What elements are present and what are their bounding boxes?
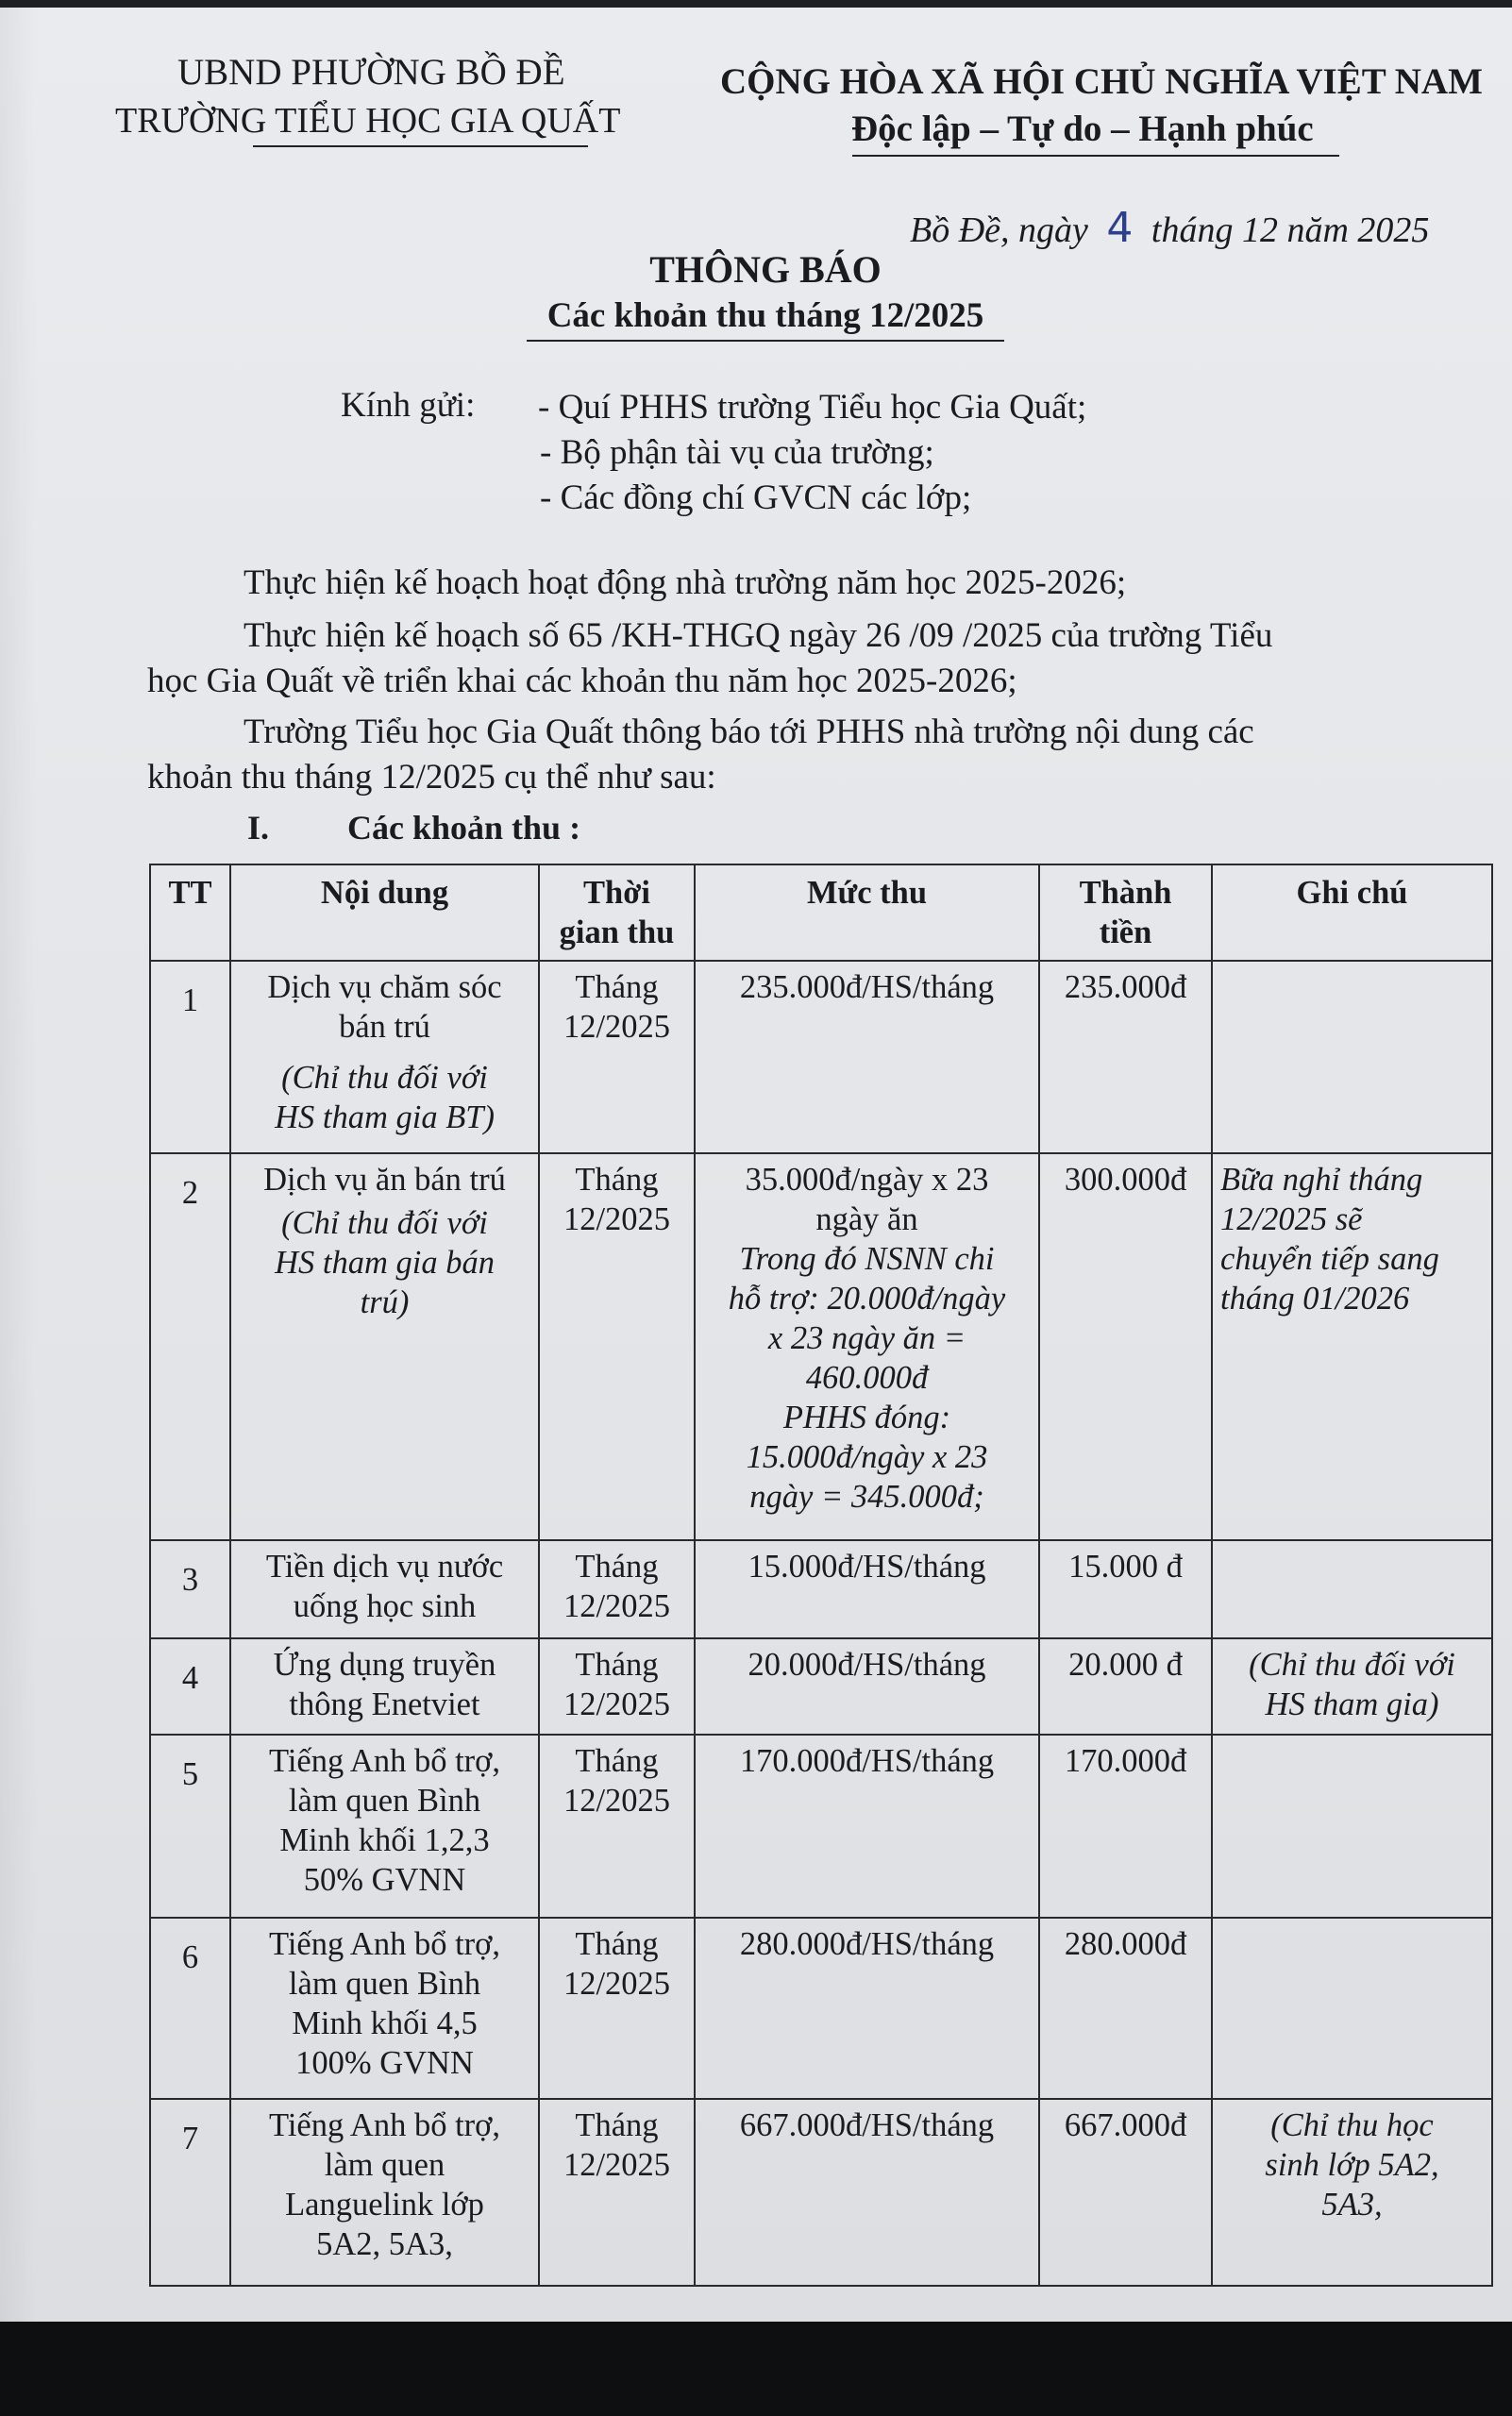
rate-line: 235.000đ/HS/tháng	[739, 969, 995, 1005]
note-line: chuyển tiếp sang	[1220, 1241, 1439, 1277]
rate-detail-line: ngày = 345.000đ;	[749, 1479, 984, 1515]
motto: Độc lập – Tự do – Hạnh phúc	[851, 109, 1314, 149]
paragraph-plan: Thực hiện kế hoạch hoạt động nhà trường năm học 2025-2026;	[244, 563, 1127, 602]
content-line: thông Enetviet	[289, 1686, 480, 1722]
cell-rate	[695, 961, 1039, 1153]
notice-subtitle: Các khoản thu tháng 12/2025	[546, 296, 984, 335]
notice-title: THÔNG BÁO	[649, 248, 882, 291]
cell-note	[1212, 1918, 1492, 2099]
amount-value: 280.000đ	[1064, 1926, 1187, 1962]
section-title: Các khoản thu :	[347, 809, 581, 847]
content-line: Tiếng Anh bổ trợ,	[268, 1743, 501, 1779]
desk-background	[0, 2322, 1512, 2416]
table-row	[150, 1918, 1492, 2099]
time-line: 12/2025	[563, 1201, 671, 1237]
note-line: 12/2025 sẽ	[1220, 1201, 1363, 1237]
content-note-line: (Chỉ thu đối với	[281, 1205, 488, 1241]
content-line: Languelink lớp	[285, 2187, 484, 2223]
cell-content	[230, 1918, 539, 2099]
row-number: 2	[181, 1175, 199, 1211]
rate-line: ngày ăn	[815, 1201, 918, 1237]
note-line: (Chỉ thu đối với	[1249, 1647, 1455, 1683]
note-line: 5A3,	[1321, 2187, 1383, 2223]
rate-detail-line: x 23 ngày ăn =	[767, 1320, 966, 1356]
time-line: 12/2025	[563, 1686, 671, 1722]
time-line: Tháng	[575, 969, 659, 1005]
amount-value: 20.000 đ	[1068, 1647, 1183, 1683]
time-line: 12/2025	[563, 1588, 671, 1624]
cell-content	[230, 1735, 539, 1918]
header-tt: TT	[150, 864, 230, 961]
cell-tt	[150, 1735, 230, 1918]
row-number: 3	[181, 1562, 199, 1598]
spacer	[239, 1047, 530, 1058]
page-edge-shadow	[0, 8, 38, 2329]
content-line: bán trú	[339, 1009, 430, 1045]
date-suffix: tháng 12 năm 2025	[1151, 210, 1430, 250]
header-content: Nội dung	[230, 864, 539, 961]
content-line: Dịch vụ chăm sóc	[267, 969, 502, 1005]
note-line: HS tham gia)	[1265, 1686, 1439, 1722]
cell-time	[539, 1735, 695, 1918]
content-line: Tiền dịch vụ nước	[265, 1549, 504, 1585]
header-note: Ghi chú	[1212, 864, 1492, 961]
header-time-line: gian thu	[559, 914, 675, 950]
cell-note	[1212, 1540, 1492, 1638]
row-number: 1	[181, 982, 199, 1018]
recipient-item: - Bộ phận tài vụ của trường;	[540, 433, 934, 472]
cell-tt	[150, 1153, 230, 1540]
header-amount	[1039, 864, 1212, 961]
note-line: tháng 01/2026	[1220, 1281, 1410, 1317]
recipient-item: - Các đồng chí GVCN các lớp;	[540, 478, 972, 517]
time-line: Tháng	[575, 1549, 659, 1585]
cell-note	[1212, 1638, 1492, 1735]
header-amount-line: Thành	[1079, 875, 1172, 911]
content-line: uống học sinh	[293, 1588, 477, 1624]
time-line: 12/2025	[563, 1783, 671, 1819]
cell-content	[230, 1638, 539, 1735]
school-name-underline	[253, 145, 588, 147]
recipient-item: - Quí PHHS trường Tiểu học Gia Quất;	[538, 388, 1087, 427]
cell-amount	[1039, 1153, 1212, 1540]
date-prefix: Bồ Đề, ngày	[910, 210, 1088, 250]
amount-value: 235.000đ	[1064, 969, 1187, 1005]
cell-amount	[1039, 1918, 1212, 2099]
school-name: TRƯỜNG TIỂU HỌC GIA QUẤT	[115, 101, 621, 141]
table-row	[150, 1153, 1492, 1540]
cell-time	[539, 1153, 695, 1540]
section-number: I.	[247, 809, 270, 847]
ward-name: UBND PHƯỜNG BỒ ĐỀ	[177, 52, 565, 92]
cell-note	[1212, 2099, 1492, 2286]
note-line: sinh lớp 5A2,	[1265, 2147, 1439, 2183]
rate-detail-line: 460.000đ	[805, 1360, 929, 1396]
content-line: Tiếng Anh bổ trợ,	[268, 2107, 501, 2143]
cell-content	[230, 961, 539, 1153]
time-line: 12/2025	[563, 1009, 671, 1045]
amount-value: 667.000đ	[1064, 2107, 1187, 2143]
row-number: 4	[181, 1660, 199, 1696]
content-line: làm quen Bình	[288, 1783, 481, 1819]
rate-line: 667.000đ/HS/tháng	[739, 2107, 995, 2143]
row-number: 6	[181, 1939, 199, 1975]
time-line: 12/2025	[563, 2147, 671, 2183]
cell-note	[1212, 961, 1492, 1153]
amount-value: 170.000đ	[1064, 1743, 1187, 1779]
rate-detail-line: Trong đó NSNN chi	[739, 1241, 995, 1277]
cell-tt	[150, 1638, 230, 1735]
time-line: 12/2025	[563, 1966, 671, 2002]
table-row	[150, 1638, 1492, 1735]
paragraph-notice-line2: khoản thu tháng 12/2025 cụ thể như sau:	[147, 758, 716, 797]
content-note-line: (Chỉ thu đối với	[281, 1060, 488, 1096]
cell-amount	[1039, 2099, 1212, 2286]
fee-table	[149, 864, 1493, 2287]
content-note-line: HS tham gia BT)	[275, 1099, 495, 1135]
cell-note	[1212, 1735, 1492, 1918]
rate-line: 170.000đ/HS/tháng	[739, 1743, 995, 1779]
amount-value: 300.000đ	[1064, 1162, 1187, 1198]
cell-tt	[150, 961, 230, 1153]
cell-rate	[695, 1638, 1039, 1735]
note-line: (Chỉ thu học	[1270, 2107, 1434, 2143]
header-amount-line: tiền	[1099, 914, 1152, 950]
table-row	[150, 2099, 1492, 2286]
rate-detail-line: hỗ trợ: 20.000đ/ngày	[728, 1281, 1006, 1317]
content-line: 5A2, 5A3,	[316, 2226, 453, 2262]
cell-time	[539, 1638, 695, 1735]
content-line: làm quen Bình	[288, 1966, 481, 2002]
cell-content	[230, 1153, 539, 1540]
rate-detail-line: 15.000đ/ngày x 23	[746, 1439, 988, 1475]
cell-time	[539, 1540, 695, 1638]
date-day-handwritten: 4	[1106, 204, 1134, 252]
row-number: 7	[181, 2121, 199, 2156]
cell-time	[539, 961, 695, 1153]
content-note-line: HS tham gia bán	[275, 1245, 495, 1281]
rate-line: 20.000đ/HS/tháng	[748, 1647, 986, 1683]
content-line: làm quen	[324, 2147, 445, 2183]
row-number: 5	[181, 1756, 199, 1792]
cell-rate	[695, 1153, 1039, 1540]
cell-rate	[695, 2099, 1039, 2286]
time-line: Tháng	[575, 1926, 659, 1962]
paragraph-decision-line2: học Gia Quất về triển khai các khoản thu năm học 2025-2026;	[147, 662, 1017, 700]
cell-time	[539, 1918, 695, 2099]
content-line: Ứng dụng truyền	[273, 1647, 496, 1683]
cell-amount	[1039, 1638, 1212, 1735]
cell-amount	[1039, 961, 1212, 1153]
cell-rate	[695, 1540, 1039, 1638]
content-line: 100% GVNN	[295, 2045, 474, 2081]
cell-rate	[695, 1918, 1039, 2099]
cell-content	[230, 2099, 539, 2286]
header-time	[539, 864, 695, 961]
cell-content	[230, 1540, 539, 1638]
rate-line: 35.000đ/ngày x 23	[745, 1162, 989, 1198]
cell-time	[539, 2099, 695, 2286]
paragraph-notice-line1: Trường Tiểu học Gia Quất thông báo tới PHHS nhà trường nội dung các	[244, 713, 1254, 751]
content-line: 50% GVNN	[303, 1862, 466, 1898]
cell-tt	[150, 2099, 230, 2286]
cell-note	[1212, 1153, 1492, 1540]
recipients-label: Kính gửi:	[341, 386, 476, 425]
rate-detail-line: PHHS đóng:	[782, 1400, 951, 1435]
rate-line: 15.000đ/HS/tháng	[748, 1549, 986, 1585]
cell-rate	[695, 1735, 1039, 1918]
table-row	[150, 961, 1492, 1153]
table-header-row	[150, 864, 1492, 961]
note-line: Bữa nghỉ tháng	[1220, 1162, 1423, 1198]
content-note-line: trú)	[360, 1284, 410, 1320]
document-page	[0, 8, 1512, 2329]
cell-tt	[150, 1540, 230, 1638]
cell-amount	[1039, 1540, 1212, 1638]
rate-line: 280.000đ/HS/tháng	[739, 1926, 995, 1962]
header-rate: Mức thu	[695, 864, 1039, 961]
amount-value: 15.000 đ	[1068, 1549, 1183, 1585]
motto-underline	[852, 155, 1339, 157]
header-time-line: Thời	[583, 875, 650, 911]
cell-tt	[150, 1918, 230, 2099]
cell-amount	[1039, 1735, 1212, 1918]
content-line: Minh khối 1,2,3	[279, 1822, 490, 1858]
time-line: Tháng	[575, 1647, 659, 1683]
time-line: Tháng	[575, 1743, 659, 1779]
time-line: Tháng	[575, 2107, 659, 2143]
date-line	[910, 204, 1429, 252]
paragraph-decision-line1: Thực hiện kế hoạch số 65 /KH-THGQ ngày 26 /09 /2025 của trường Tiểu	[244, 616, 1273, 655]
table-row	[150, 1735, 1492, 1918]
table-row	[150, 1540, 1492, 1638]
content-line: Tiếng Anh bổ trợ,	[268, 1926, 501, 1962]
content-line: Dịch vụ ăn bán trú	[263, 1162, 506, 1198]
content-line: Minh khối 4,5	[292, 2005, 478, 2041]
country-name: CỘNG HÒA XÃ HỘI CHỦ NGHĨA VIỆT NAM	[720, 61, 1483, 102]
subtitle-underline	[527, 340, 1004, 342]
time-line: Tháng	[575, 1162, 659, 1198]
